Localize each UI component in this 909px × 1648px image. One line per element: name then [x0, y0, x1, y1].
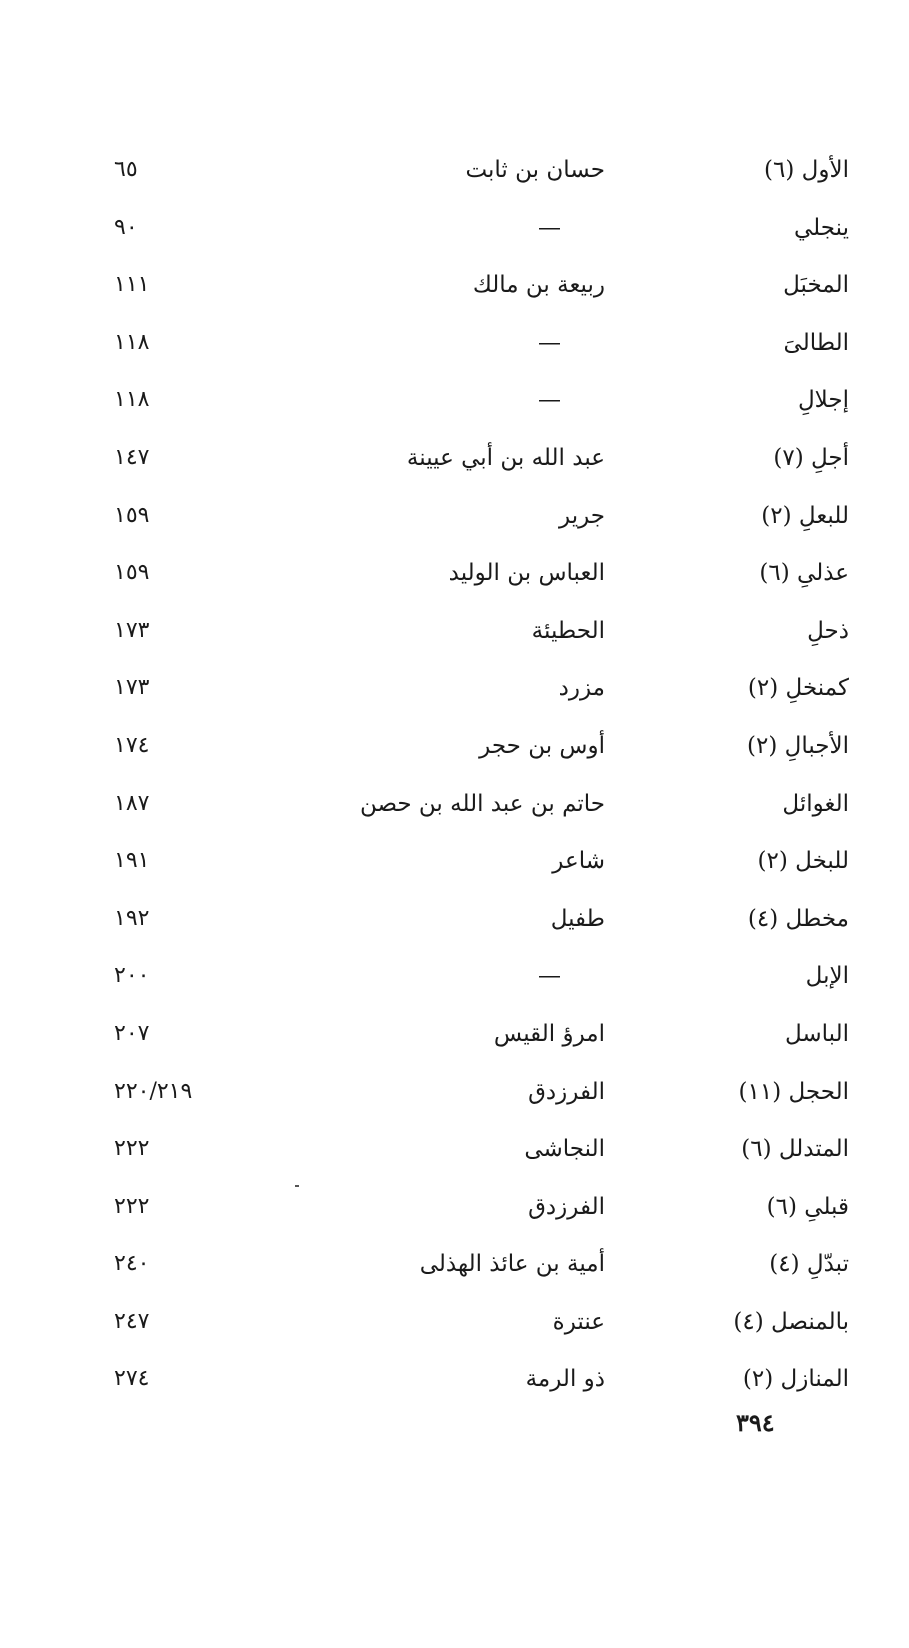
- poet-name: النجاشى: [524, 1136, 605, 1163]
- rhyme-word: المتدلل (٦): [741, 1136, 849, 1163]
- page-reference: ١١١: [114, 272, 150, 298]
- rhyme-word: مخطل (٤): [747, 905, 849, 932]
- index-row: [0, 726, 909, 784]
- index-row: [0, 841, 909, 899]
- rhyme-word: إجلالِ: [797, 387, 849, 414]
- poet-name: جرير: [559, 502, 605, 529]
- poet-name: مزرد: [558, 675, 605, 702]
- page-reference: ١٩١: [114, 848, 150, 874]
- poet-name: —: [538, 329, 561, 356]
- page-reference: ١١٨: [114, 387, 150, 413]
- page-reference: ٢٧٤: [114, 1366, 150, 1392]
- index-row: [0, 784, 909, 842]
- rhyme-word: الغوائل: [782, 790, 849, 817]
- index-row: [0, 208, 909, 266]
- poet-name: حسان بن ثابت: [465, 157, 605, 183]
- poet-name: العباس بن الوليد: [448, 560, 605, 587]
- page-reference: ٢٢٢: [114, 1136, 150, 1162]
- rhyme-word: الطالىَ: [783, 329, 849, 356]
- index-row: [0, 496, 909, 554]
- page-number: ٣٩٤: [736, 1408, 775, 1437]
- rhyme-word: الباسل: [784, 1020, 849, 1047]
- rhyme-word: الحجل (١١): [738, 1078, 849, 1105]
- page-reference: ٢٤٠: [114, 1251, 150, 1277]
- poet-name: شاعر: [552, 848, 605, 875]
- index-row: [0, 1187, 909, 1245]
- page-reference: ١٤٧: [114, 444, 150, 470]
- rhyme-word: للبخل (٢): [757, 848, 849, 875]
- index-row: [0, 956, 909, 1014]
- page-reference: ١٧٤: [114, 732, 150, 758]
- index-row: [0, 438, 909, 496]
- index-row: [0, 1302, 909, 1360]
- poet-name: طفيل: [550, 905, 605, 932]
- index-row: [0, 553, 909, 611]
- poet-name: —: [538, 387, 561, 414]
- page-reference: ١٨٧: [114, 790, 150, 816]
- index-row: [0, 323, 909, 381]
- rhyme-word: المخبَل: [783, 272, 849, 299]
- page-reference: ٩٠: [114, 214, 138, 240]
- index-row: [0, 265, 909, 323]
- stray-ink-mark: [295, 1185, 299, 1187]
- poet-name: ربيعة بن مالك: [472, 272, 605, 299]
- index-row: [0, 611, 909, 669]
- rhyme-word: للبعلِ (٢): [761, 502, 849, 529]
- rhyme-word: أجلِ (٧): [773, 444, 849, 471]
- page-reference: ٢٠٧: [114, 1020, 150, 1046]
- poet-name: —: [538, 963, 561, 990]
- rhyme-word: عذلىِ (٦): [759, 560, 849, 587]
- poet-name: الفرزدق: [528, 1193, 605, 1220]
- poet-name: —: [538, 214, 561, 241]
- index-row: [0, 1244, 909, 1302]
- page-reference: ١٧٣: [114, 675, 150, 701]
- poet-name: امرؤ القيس: [493, 1020, 605, 1047]
- poet-name: ذو الرمة: [525, 1366, 605, 1393]
- rhyme-word: الإبل: [805, 963, 849, 990]
- index-row: [0, 668, 909, 726]
- poet-name: عنترة: [552, 1308, 605, 1335]
- rhyme-index-table: [0, 150, 909, 1417]
- index-row: [0, 1014, 909, 1072]
- index-row: [0, 380, 909, 438]
- index-row: [0, 1072, 909, 1130]
- rhyme-word: ينجلي: [794, 214, 849, 241]
- rhyme-word: بالمنصل (٤): [733, 1308, 849, 1335]
- page-reference: ١٥٩: [114, 502, 150, 528]
- page-reference: ٢٢٢: [114, 1193, 150, 1219]
- page-reference: ٦٥: [114, 157, 138, 182]
- poet-name: أوس بن حجر: [479, 732, 605, 759]
- page-reference: ١١٨: [114, 329, 150, 355]
- page-reference: ١٧٣: [114, 617, 150, 643]
- rhyme-word: كمنخلِ (٢): [747, 675, 849, 702]
- poet-name: أمية بن عائذ الهذلى: [419, 1251, 605, 1278]
- index-row: [0, 150, 909, 208]
- poet-name: عبد الله بن أبي عيينة: [406, 444, 605, 471]
- rhyme-word: تبدّلِ (٤): [769, 1251, 849, 1278]
- rhyme-word: المنازل (٢): [742, 1366, 849, 1393]
- page-reference: ١٥٩: [114, 560, 150, 586]
- page-reference: ١٩٢: [114, 905, 150, 931]
- page-reference: ٢٠٠: [114, 963, 150, 989]
- rhyme-word: ذحلِ: [807, 617, 849, 644]
- index-row: [0, 1129, 909, 1187]
- rhyme-word: الأجبالِ (٢): [746, 732, 849, 759]
- page-reference: ٢٢٠/٢١٩: [114, 1078, 193, 1104]
- page-reference: ٢٤٧: [114, 1308, 150, 1334]
- rhyme-word: الأول (٦): [764, 157, 849, 183]
- rhyme-word: قبلىِ (٦): [766, 1193, 849, 1220]
- poet-name: الحطيئة: [531, 617, 605, 644]
- index-row: [0, 899, 909, 957]
- poet-name: حاتم بن عبد الله بن حصن: [359, 790, 605, 817]
- poet-name: الفرزدق: [528, 1078, 605, 1105]
